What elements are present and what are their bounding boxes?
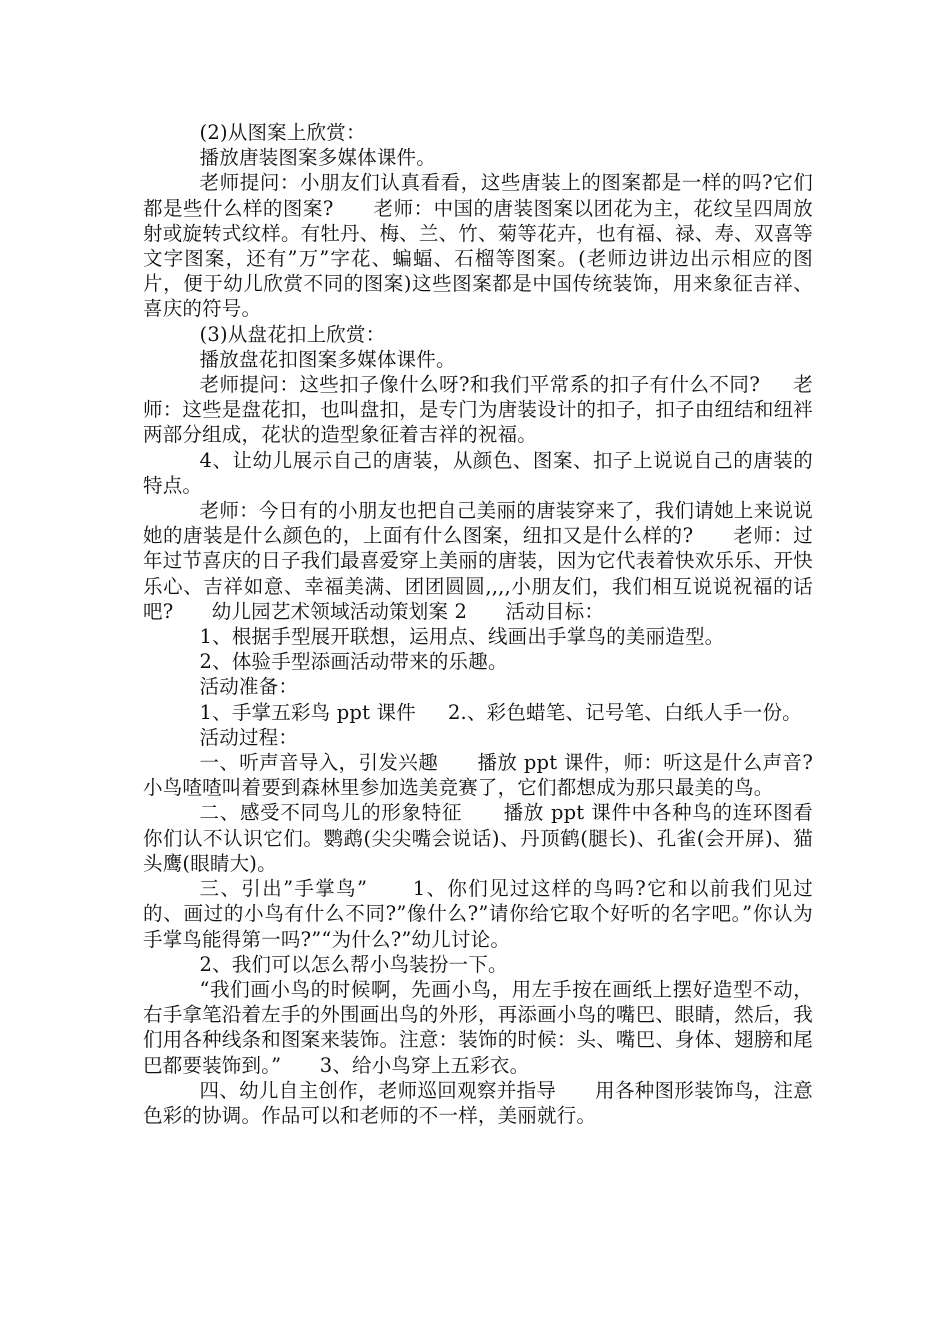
paragraph: 老师：今日有的小朋友也把自己美丽的唐装穿来了，我们请她上来说说她的唐装是什么颜色的，上面有什么图案，纽扣又是什么样的? 老师：过年过节喜庆的日子我们最喜爱穿上美丽的唐装，因为它代表着快欢乐乐、开快乐心、吉祥如意、幸福美满、团团圆圆,,,,小朋友们，我们相互说说祝福的话吧? 幼儿园艺术领域活动策划案 2 活动目标： — [143, 499, 813, 623]
paragraph: 二、感受不同鸟儿的形象特征 播放 ppt 课件中各种鸟的连环图看你们认不认识它们。鹦鹉(尖尖嘴会说话)、丹顶鹤(腿长)、孔雀(会开屏)、猫头鹰(眼睛大)。 — [143, 801, 813, 875]
paragraph: 老师提问：这些扣子像什么呀?和我们平常系的扣子有什么不同? 老师：这些是盘花扣，也叫盘扣，是专门为唐装设计的扣子，扣子由纽结和纽袢两部分组成，花状的造型象征着吉祥的祝福。 — [143, 373, 813, 447]
paragraph: “我们画小鸟的时候啊，先画小鸟，用左手按在画纸上摆好造型不动，右手拿笔沿着左手的外围画出鸟的外形，再添画小鸟的嘴巴、眼睛，然后，我们用各种线条和图案来装饰。注意：装饰的时候：头、嘴巴、身体、翅膀和尾巴都要装饰到。” 3、给小鸟穿上五彩衣。 — [143, 977, 813, 1077]
paragraph: (2)从图案上欣赏： — [199, 121, 366, 144]
paragraph: 播放盘花扣图案多媒体课件。 — [199, 347, 456, 371]
paragraph: 1、手掌五彩鸟 ppt 课件 2.、彩色蜡笔、记号笔、白纸人手一份。 — [199, 700, 802, 724]
paragraph: 一、听声音导入，引发兴趣 播放 ppt 课件，师：听这是什么声音?小鸟喳喳叫着要到森林里参加选美竞赛了，它们都想成为那只最美的鸟。 — [143, 751, 813, 800]
paragraph: 活动准备： — [199, 675, 299, 699]
paragraph: 1、根据手型展开联想，运用点、线画出手掌鸟的美丽造型。 — [199, 625, 725, 649]
paragraph: (3)从盘花扣上欣赏： — [199, 322, 386, 346]
paragraph: 2、体验手型添画活动带来的乐趣。 — [199, 650, 508, 674]
document-body — [143, 120, 813, 1128]
paragraph: 老师提问：小朋友们认真看看，这些唐装上的图案都是一样的吗?它们都是些什么样的图案? 老师：中国的唐装图案以团花为主，花纹呈四周放射或旋转式纹样。有牡丹、梅、兰、竹、菊等花卉，也有福、禄、寿、双喜等文字图案，还有”万”字花、蝙蝠、石榴等图案。(老师边讲边出示相应的图片，便于幼儿欣赏不同的图案)这些图案都是中国传统装饰，用来象征吉祥、喜庆的符号。 — [143, 171, 813, 321]
paragraph: 活动过程： — [199, 725, 299, 749]
paragraph: 播放唐装图案多媒体课件。 — [199, 146, 436, 170]
paragraph: 2、我们可以怎么帮小鸟装扮一下。 — [199, 952, 508, 976]
paragraph: 4、让幼儿展示自己的唐装，从颜色、图案、扣子上说说自己的唐装的特点。 — [143, 448, 813, 497]
paragraph: 四、幼儿自主创作，老师巡回观察并指导 用各种图形装饰鸟，注意色彩的协调。作品可以和老师的不一样，美丽就行。 — [143, 1078, 813, 1127]
paragraph: 三、引出”手掌鸟” 1、你们见过这样的鸟吗?它和以前我们见过的、画过的小鸟有什么不同?”像什么?”请你给它取个好听的名字吧。”你认为手掌鸟能得第一吗?”“为什么?”幼儿讨论。 — [143, 877, 813, 951]
